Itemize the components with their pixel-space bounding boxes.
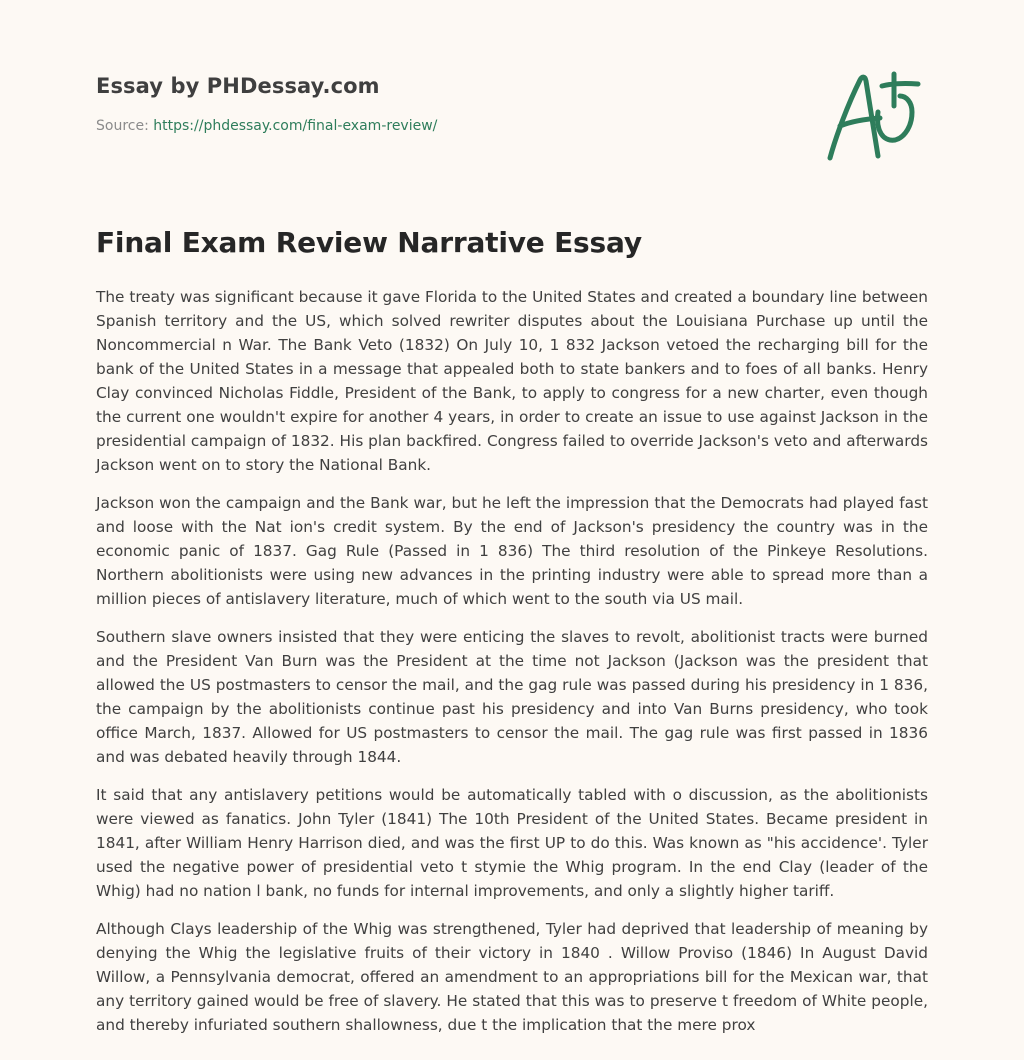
a-plus-logo-icon <box>818 66 928 166</box>
page-header <box>96 74 696 134</box>
essay-paragraph: It said that any antislavery petitions would be automatically tabled with o discussion, as the abolitionists were viewed as fanatics. John Tyler (1841) The 10th President of the United States. Became president in 1841, after William Henry Harrison died, and was the first UP to do this. Was known as "his accidence'. Tyler used the negative power of presidential veto t stymie the Whig program. In the end Clay (leader of the Whig) had no nation l bank, no funds for internal improvements, and only a slightly higher tariff. <box>96 786 928 900</box>
essay-body <box>96 285 928 1051</box>
essay-title: Final Exam Review Narrative Essay <box>96 226 642 259</box>
source-link[interactable]: https://phdessay.com/final-exam-review/ <box>153 118 438 134</box>
source-label: Source: <box>96 118 149 134</box>
source-line <box>96 118 696 134</box>
essay-paragraph: Southern slave owners insisted that they were enticing the slaves to revolt, abolitionist tracts were burned and the President Van Burn was the President at the time not Jackson (Jackson was the president that allowed the US postmasters to censor the mail, and the gag rule was passed during his presidency in 1 836, the campaign by the abolitionists continue past his presidency and into Van Burns presidency, who took office March, 1837. Allowed for US postmasters to censor the mail. The gag rule was first passed in 1836 and was debated heavily through 1844. <box>96 628 928 766</box>
essay-paragraph: The treaty was significant because it gave Florida to the United States and created a boundary line between Spanish territory and the US, which solved rewriter disputes about the Louisiana Purchase up until the Noncommercial n War. The Bank Veto (1832) On July 10, 1 832 Jackson vetoed the recharging bill for the bank of the United States in a message that appealed both to state bankers and to foes of all banks. Henry Clay convinced Nicholas Fiddle, President of the Bank, to apply to congress for a new charter, even though the current one wouldn't expire for another 4 years, in order to create an issue to use against Jackson in the presidential campaign of 1832. His plan backfired. Congress failed to override Jackson's veto and afterwards Jackson went on to story the National Bank. <box>96 288 928 474</box>
essay-paragraph: Jackson won the campaign and the Bank war, but he left the impression that the Democrats had played fast and loose with the Nat ion's credit system. By the end of Jackson's presidency the country was in the economic panic of 1837. Gag Rule (Passed in 1 836) The third resolution of the Pinkeye Resolutions. Northern abolitionists were using new advances in the printing industry were able to spread more than a million pieces of antislavery literature, much of which went to the south via US mail. <box>96 494 928 608</box>
site-title: Essay by PHDessay.com <box>96 74 380 98</box>
essay-paragraph: Although Clays leadership of the Whig was strengthened, Tyler had deprived that leadership of meaning by denying the Whig the legislative fruits of their victory in 1840 . Willow Proviso (1846) In August David Willow, a Pennsylvania democrat, offered an amendment to an appropriations bill for the Mexican war, that any territory gained would be free of slavery. He stated that this was to preserve t freedom of White people, and thereby infuriated southern shallowness, due t the implication that the mere prox <box>96 920 928 1034</box>
